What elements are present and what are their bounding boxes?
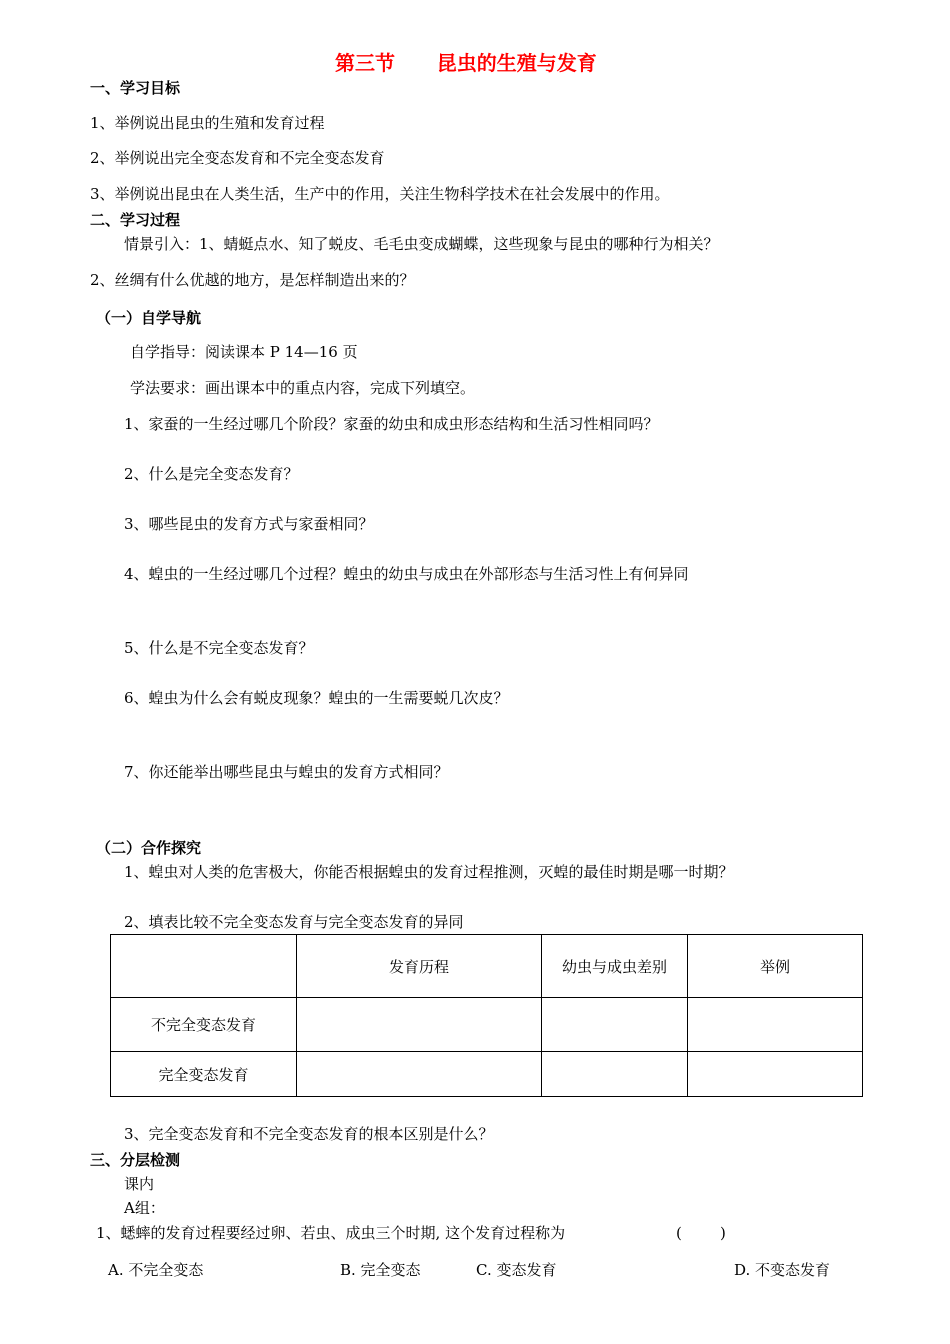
option-a: A. 不完全变态 (108, 1261, 204, 1279)
goal-item: 1、举例说出昆虫的生殖和发育过程 (90, 114, 325, 132)
question-item: 2、填表比较不完全变态发育与完全变态发育的异同 (124, 913, 464, 931)
option-b: B. 完全变态 (340, 1261, 421, 1279)
comparison-table (110, 934, 863, 1097)
test-group-label: A组： (124, 1199, 165, 1217)
question-item: 4、蝗虫的一生经过哪几个过程？蝗虫的幼虫与成虫在外部形态与生活习性上有何异同 (124, 565, 689, 583)
option-d: D. 不变态发育 (734, 1261, 831, 1279)
table-cell (688, 998, 863, 1052)
section-heading-goals: 一、学习目标 (90, 79, 181, 97)
table-cell (297, 1052, 542, 1097)
table-row-label: 不完全变态发育 (111, 998, 297, 1052)
table-header-cell: 幼虫与成虫差别 (542, 935, 688, 998)
question-item: 1、家蚕的一生经过哪几个阶段？家蚕的幼虫和成虫形态结构和生活习性相同吗？ (124, 415, 659, 433)
table-row-label: 完全变态发育 (111, 1052, 297, 1097)
subsection-heading-cooperation: （二）合作探究 (96, 839, 202, 857)
table-cell (297, 998, 542, 1052)
question-item: 6、蝗虫为什么会有蜕皮现象？蝗虫的一生需要蜕几次皮？ (124, 689, 509, 707)
study-guide: 自学指导：阅读课本 P 14—16 页 (130, 343, 358, 361)
table-header-cell: 举例 (688, 935, 863, 998)
page-title: 第三节 昆虫的生殖与发育 (335, 51, 597, 75)
question-item: 1、蝗虫对人类的危害极大，你能否根据蝗虫的发育过程推测，灭蝗的最佳时期是哪一时期？ (124, 863, 734, 881)
goal-item: 2、举例说出完全变态发育和不完全变态发育 (90, 149, 385, 167)
goal-item: 3、举例说出昆虫在人类生活，生产中的作用，关注生物科学技术在社会发展中的作用。 (90, 185, 670, 203)
table-row (111, 1052, 863, 1097)
table-header-row (111, 935, 863, 998)
test-question: 1、蟋蟀的发育过程要经过卵、若虫、成虫三个时期, 这个发育过程称为 (96, 1224, 566, 1242)
section-heading-test: 三、分层检测 (90, 1151, 181, 1169)
table-cell (542, 1052, 688, 1097)
question-item: 3、哪些昆虫的发育方式与家蚕相同？ (124, 515, 374, 533)
question-item: 5、什么是不完全变态发育？ (124, 639, 314, 657)
table-cell (542, 998, 688, 1052)
table-header-cell: 发育历程 (297, 935, 542, 998)
study-method: 学法要求：画出课本中的重点内容，完成下列填空。 (130, 379, 476, 397)
section-heading-process: 二、学习过程 (90, 211, 181, 229)
question-item: 3、完全变态发育和不完全变态发育的根本区别是什么？ (124, 1125, 494, 1143)
table-row (111, 998, 863, 1052)
table-cell (688, 1052, 863, 1097)
test-sub-label: 课内 (124, 1175, 155, 1193)
intro-text: 情景引入：1、蜻蜓点水、知了蜕皮、毛毛虫变成蝴蝶，这些现象与昆虫的哪种行为相关？ (124, 235, 719, 253)
question-item: 7、你还能举出哪些昆虫与蝗虫的发育方式相同？ (124, 763, 449, 781)
answer-bracket: ( ) (676, 1224, 726, 1242)
subsection-heading-self-study: （一）自学导航 (96, 309, 202, 327)
intro-text: 2、丝绸有什么优越的地方，是怎样制造出来的？ (90, 271, 415, 289)
table-header-cell (111, 935, 297, 998)
option-c: C. 变态发育 (476, 1261, 557, 1279)
question-item: 2、什么是完全变态发育？ (124, 465, 299, 483)
